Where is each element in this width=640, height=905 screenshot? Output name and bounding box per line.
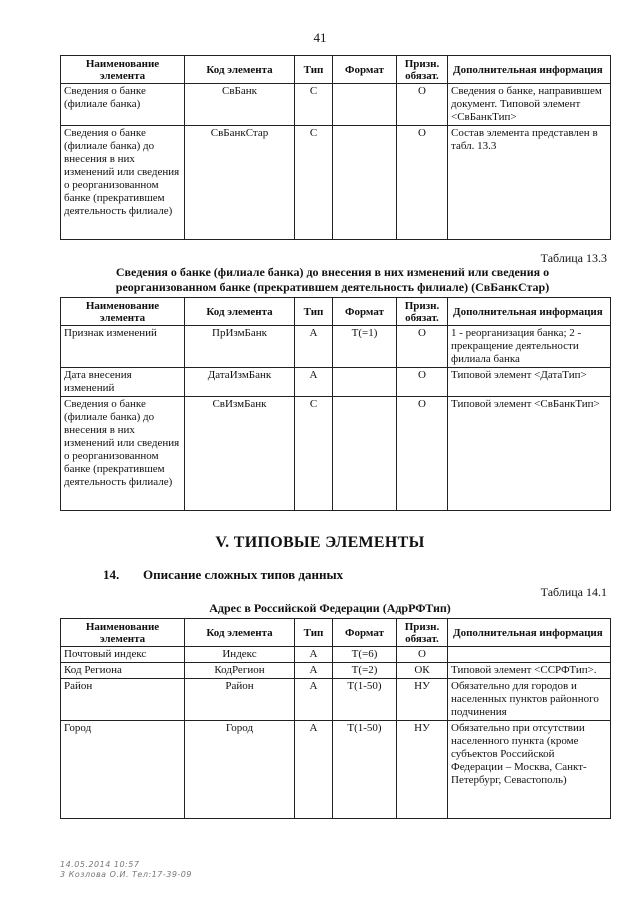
col-header-format: Формат [333, 56, 397, 84]
table-13-3-caption: Сведения о банке (филиале банка) до внесения в них изменений или сведения о реорганизованном банке (прекратившем деятельность филиале) (СвБанкСтар) [115, 265, 550, 294]
cell-type: А [295, 368, 333, 397]
table-row [61, 368, 611, 397]
col-header-type: Тип [295, 298, 333, 326]
cell-info: Типовой элемент <ДатаТип> [448, 368, 611, 397]
table-row [61, 679, 611, 721]
col-header-code: Код элемента [185, 56, 295, 84]
cell-type: А [295, 663, 333, 679]
table-row [61, 84, 611, 126]
cell-required: О [397, 647, 448, 663]
cell-name: Район [61, 679, 185, 721]
cell-code: Индекс [185, 647, 295, 663]
table-top [60, 55, 611, 240]
cell-format [333, 397, 397, 511]
col-header-info: Дополнительная информация [448, 619, 611, 647]
subsection-number: 14. [103, 567, 120, 582]
cell-format: Т(=6) [333, 647, 397, 663]
subsection-title: Описание сложных типов данных [143, 567, 344, 582]
cell-type: А [295, 721, 333, 819]
cell-info [448, 647, 611, 663]
cell-format [333, 126, 397, 240]
col-header-required: Призн. обязат. [397, 619, 448, 647]
table-row [61, 663, 611, 679]
col-header-required: Призн. обязат. [397, 56, 448, 84]
col-header-code: Код элемента [185, 298, 295, 326]
cell-format: Т(=2) [333, 663, 397, 679]
table-13-3-label: Таблица 13.3 [540, 251, 607, 265]
cell-code: ДатаИзмБанк [185, 368, 295, 397]
cell-code: СвБанкСтар [185, 126, 295, 240]
cell-info: 1 - реорганизация банка; 2 - прекращение деятельности филиала банка [448, 326, 611, 368]
print-stamp-line2: 3 Козлова О.И. Тел:17-39-09 [60, 870, 192, 879]
cell-name: Сведения о банке (филиале банка) [61, 84, 185, 126]
cell-name: Город [61, 721, 185, 819]
cell-format: Т(=1) [333, 326, 397, 368]
table-row [61, 126, 611, 240]
col-header-type: Тип [295, 619, 333, 647]
cell-required: О [397, 368, 448, 397]
cell-code: СвИзмБанк [185, 397, 295, 511]
cell-info: Типовой элемент <СвБанкТип> [448, 397, 611, 511]
col-header-name: Наименование элемента [61, 619, 185, 647]
cell-required: ОК [397, 663, 448, 679]
col-header-type: Тип [295, 56, 333, 84]
table-row [61, 397, 611, 511]
cell-code: КодРегион [185, 663, 295, 679]
col-header-info: Дополнительная информация [448, 56, 611, 84]
cell-code: Город [185, 721, 295, 819]
cell-info: Сведения о банке, направившем документ. Типовой элемент <СвБанкТип> [448, 84, 611, 126]
cell-name: Почтовый индекс [61, 647, 185, 663]
table-14-1-label: Таблица 14.1 [540, 585, 607, 599]
cell-required: О [397, 84, 448, 126]
col-header-name: Наименование элемента [61, 56, 185, 84]
table-14-1-caption: Адрес в Российской Федерации (АдрРФТип) [209, 601, 451, 615]
cell-code: Район [185, 679, 295, 721]
cell-name: Признак изменений [61, 326, 185, 368]
table-14-1 [60, 618, 611, 819]
cell-name: Сведения о банке (филиале банка) до внесения в них изменений или сведения о реорганизованном банке (прекратившем деятельность филиале) [61, 126, 185, 240]
cell-type: С [295, 397, 333, 511]
table-row [61, 647, 611, 663]
cell-code: ПрИзмБанк [185, 326, 295, 368]
table-13-3 [60, 297, 611, 511]
cell-format [333, 368, 397, 397]
cell-type: А [295, 326, 333, 368]
col-header-required: Призн. обязат. [397, 298, 448, 326]
cell-required: НУ [397, 721, 448, 819]
section-title: V. ТИПОВЫЕ ЭЛЕМЕНТЫ [215, 534, 425, 551]
table-row [61, 326, 611, 368]
cell-type: А [295, 679, 333, 721]
cell-type: С [295, 84, 333, 126]
cell-info: Обязательно для городов и населенных пунктов районного подчинения [448, 679, 611, 721]
cell-format: Т(1-50) [333, 721, 397, 819]
cell-required: НУ [397, 679, 448, 721]
cell-info: Состав элемента представлен в табл. 13.3 [448, 126, 611, 240]
cell-type: С [295, 126, 333, 240]
cell-name: Код Региона [61, 663, 185, 679]
subsection-heading [103, 567, 343, 583]
cell-code: СвБанк [185, 84, 295, 126]
cell-required: О [397, 126, 448, 240]
cell-format [333, 84, 397, 126]
table-row [61, 721, 611, 819]
col-header-info: Дополнительная информация [448, 298, 611, 326]
cell-info: Обязательно при отсутствии населенного пункта (кроме субъектов Российской Федерации – Москва, Санкт-Петербург, Севастополь) [448, 721, 611, 819]
print-stamp-line1: 14.05.2014 10:57 [60, 860, 140, 869]
cell-info: Типовой элемент <ССРФТип>. [448, 663, 611, 679]
cell-required: О [397, 326, 448, 368]
cell-type: А [295, 647, 333, 663]
col-header-format: Формат [333, 298, 397, 326]
col-header-format: Формат [333, 619, 397, 647]
cell-name: Сведения о банке (филиале банка) до внесения в них изменений или сведения о реорганизованном банке (прекратившем деятельность филиале) [61, 397, 185, 511]
cell-name: Дата внесения изменений [61, 368, 185, 397]
col-header-code: Код элемента [185, 619, 295, 647]
cell-format: Т(1-50) [333, 679, 397, 721]
page-number: 41 [313, 30, 327, 45]
col-header-name: Наименование элемента [61, 298, 185, 326]
cell-required: О [397, 397, 448, 511]
